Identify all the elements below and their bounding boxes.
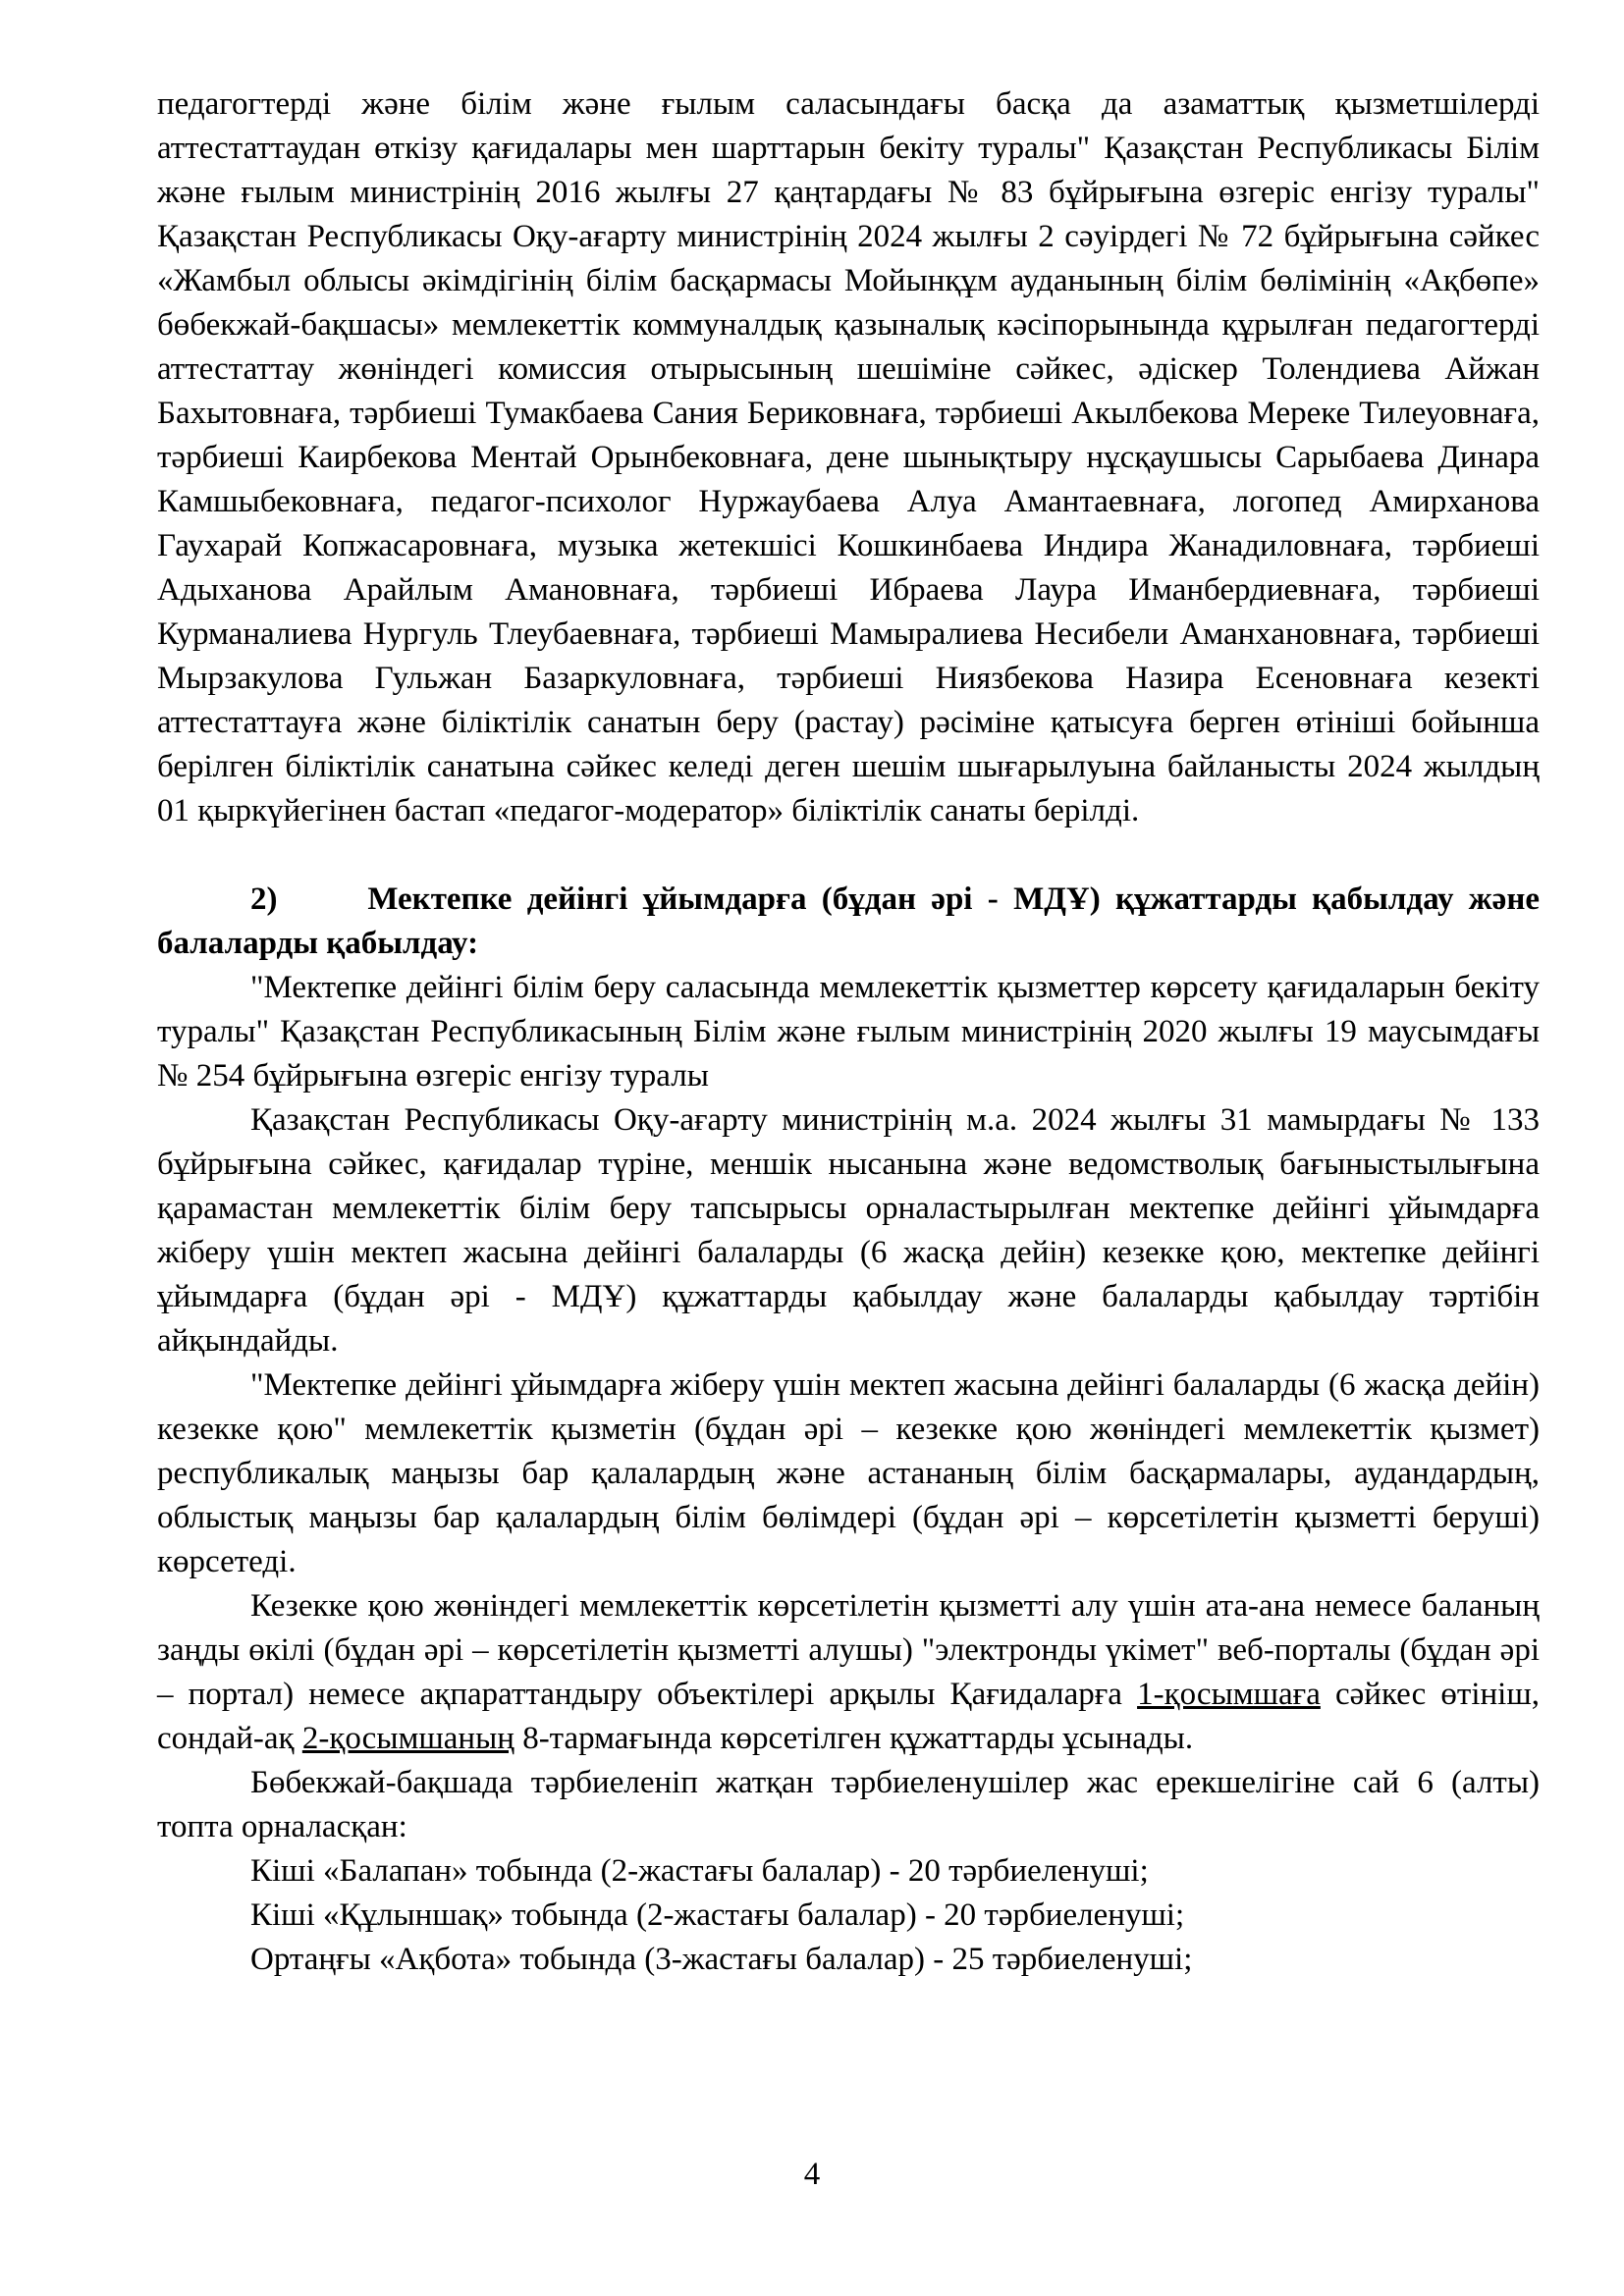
groups-paragraph: Бөбекжай-бақшада тәрбиеленіп жатқан тәрбиеленушілер жас ерекшелігіне сай 6 (алты) топта орналасқан: [157,1765,1540,1844]
group-item: Ортаңғы «Ақбота» тобында (3-жастағы балалар) - 25 тәрбиеленуші; [250,1942,1193,1977]
service-paragraph: "Мектепке дейінгі ұйымдарға жіберу үшін мектеп жасына дейінгі балаларды (6 жасқа дейін) кезекке қою" мемлекеттік қызметін (бұдан әрі – кезекке қою жөніндегі мемлекеттік қызмет) республикалық маңызы бар қалалардың және астананың білім басқармалары, аудандардың, облыстық маңызы бар қалалардың білім бөлімдері (бұдан әрі – көрсетілетін қызметті беруші) көрсетеді. [157,1367,1540,1579]
order-paragraph-first: "Мектепке дейінгі білім беру саласында мемлекеттік қызметтер көрсету қағидаларын бекіту туралы" Қазақстан Республикасының Білім және ғылым министрінің 2020 жылғы 19 маусымдағы № 254 бұйрығына өзгеріс енгізу туралы [157,970,1540,1094]
queue-text-part2: сәйкес өтініш, сондай-ақ [157,1677,1540,1756]
queue-text-part3: 8-тармағында көрсетілген құжаттарды ұсынады. [514,1721,1194,1756]
queue-text-part1: Кезекке қою жөніндегі мемлекеттік көрсетілетін қызметті алу үшін ата-ана немесе баланың заңды өкілі (бұдан әрі – көрсетілетін қызметті алушы) "электронды үкімет" веб-порталы (бұдан әрі – портал) немесе ақпараттандыру объектілері арқылы Қағидаларға [157,1588,1540,1712]
group-item: Кіші «Құлыншақ» тобында (2-жастағы балалар) - 20 тәрбиеленуші; [250,1897,1185,1933]
group-item: Кіші «Балапан» тобында (2-жастағы балалар) - 20 тәрбиеленуші; [250,1853,1149,1889]
page-number: 4 [803,2157,821,2192]
intro-paragraph: педагогтерді және білім және ғылым саласындағы басқа да азаматтық қызметшілерді аттестаттаудан өткізу қағидалары мен шарттарын бекіту туралы" Қазақстан Республикасы Білім және ғылым министрінің 2016 жылғы 27 қаңтардағы № 83 бұйрығына өзгеріс енгізу туралы" Қазақстан Республикасы Оқу-ағарту министрінің 2024 жылғы 2 сәуірдегі № 72 бұйрығына сәйкес «Жамбыл облысы әкімдігінің білім басқармасы Мойынқұм ауданының білім бөлімінің «Ақбөпе» бөбекжай-бақшасы» мемлекеттік коммуналдық қазыналық кәсіпорынында құрылған педагогтерді аттестаттау жөніндегі комиссия отырысының шешіміне сәйкес, әдіскер Толендиева Айжан Бахытовнаға, тәрбиеші Тумакбаева Сания Бериковнаға, тәрбиеші Акылбекова Мереке Тилеуовнаға, тәрбиеші Каирбекова Ментай Орынбековнаға, дене шынықтыру нұсқаушысы Сарыбаева Динара Камшыбековнаға, педагог-психолог Нуржаубаева Алуа Амантаевнаға, логопед Амирханова Гаухарай Копжасаровнаға, музыка жетекшісі Кошкинбаева Индира Жанадиловнаға, тәрбиеші Адыханова Арайлым Амановнаға, тәрбиеші Ибраева Лаура Иманбердиевнаға, тәрбиеші Курманалиева Нургуль Тлеубаевнаға, тәрбиеші Мамыралиева Несибели Аманхановнаға, тәрбиеші Мырзакулова Гульжан Базаркуловнаға, тәрбиеші Ниязбекова Назира Есеновнаға кезекті аттестаттауға және біліктілік санатын беру (растау) рәсіміне қатысуға берген өтініші бойынша берілген біліктілік санатына сәйкес келеді деген шешім шығарылуына байланысты 2024 жылдың 01 қыркүйегінен бастап «педагог-модератор» біліктілік санаты берілді. [157,86,1540,828]
section-heading: 2) Мектепке дейінгі ұйымдарға (бұдан әрі - МДҰ) құжаттарды қабылдау және балаларды қабылдау: [157,881,1540,961]
order-paragraph-second: Қазақстан Республикасы Оқу-ағарту министрінің м.а. 2024 жылғы 31 мамырдағы № 133 бұйрығына сәйкес, қағидалар түріне, меншік нысанына және ведомстволық бағыныстылығына қарамастан мемлекеттік білім беру тапсырысы орналастырылған мектепке дейінгі ұйымдарға жіберу үшін мектеп жасына дейінгі балаларды (6 жасқа дейін) кезекке қою, мектепке дейінгі ұйымдарға (бұдан әрі - МДҰ) құжаттарды қабылдау және балаларды қабылдау тәртібін айқындайды. [157,1102,1540,1359]
appendix-1-link[interactable]: 1-қосымшаға [1137,1677,1321,1712]
queue-paragraph [157,1584,1540,1761]
paragraph-gap [157,833,1540,878]
appendix-2-link[interactable]: 2-қосымшаның [301,1721,514,1756]
document-page [157,82,1540,1982]
